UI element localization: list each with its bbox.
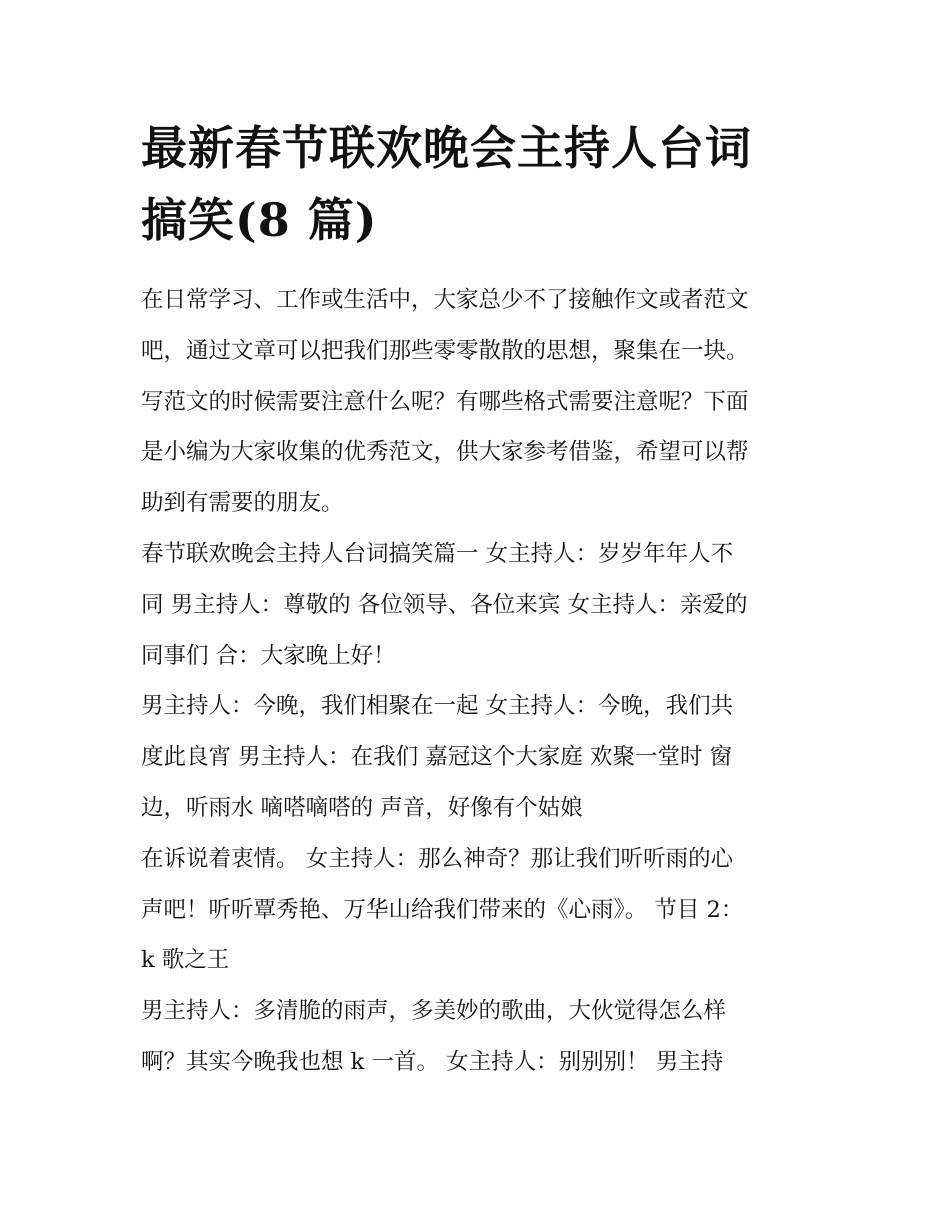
body-line: 在诉说着衷情。 女主持人：那么神奇？那让我们听听雨的心 (141, 845, 734, 872)
body-line: 在日常学习、工作或生活中，大家总少不了接触作文或者范文 (141, 287, 749, 313)
body-line: 写范文的时候需要注意什么呢？有哪些格式需要注意呢？下面 (141, 388, 749, 415)
body-line: 春节联欢晚会主持人台词搞笑篇一 女主持人：岁岁年年人不 (141, 540, 734, 567)
document-body (141, 275, 831, 1088)
body-line: 助到有需要的朋友。 (141, 490, 344, 517)
body-line: 边，听雨水 嘀嗒嘀嗒的 声音，好像有个姑娘 (141, 794, 583, 821)
body-line: 吧，通过文章可以把我们那些零零散散的思想，聚集在一块。 (141, 337, 749, 364)
body-line: 男主持人：多清脆的雨声，多美妙的歌曲，大伙觉得怎么样 (141, 998, 727, 1025)
title-line-2: 搞笑(8 篇) (141, 193, 378, 247)
body-line: 同 男主持人：尊敬的 各位领导、各位来宾 女主持人：亲爱的 (141, 591, 748, 618)
body-line: 度此良宵 男主持人：在我们 嘉冠这个大家庭 欢聚一堂时 窗 (141, 744, 733, 771)
body-line: 是小编为大家收集的优秀范文，供大家参考借鉴，希望可以帮 (141, 439, 749, 466)
body-line: 声吧！听听覃秀艳、万华山给我们带来的《心雨》。 节目 2： (141, 896, 744, 923)
body-line: 男主持人：今晚，我们相聚在一起 女主持人：今晚，我们共 (141, 693, 734, 720)
document-title (141, 112, 821, 256)
body-line: 同事们 合：大家晚上好！ (141, 642, 396, 669)
title-line-1: 最新春节联欢晚会主持人台词 (141, 121, 752, 175)
body-line: 啊？其实今晚我也想 k 一首。 女主持人：别别别！ 男主持 (141, 1048, 724, 1075)
body-line: k 歌之王 (141, 947, 230, 974)
